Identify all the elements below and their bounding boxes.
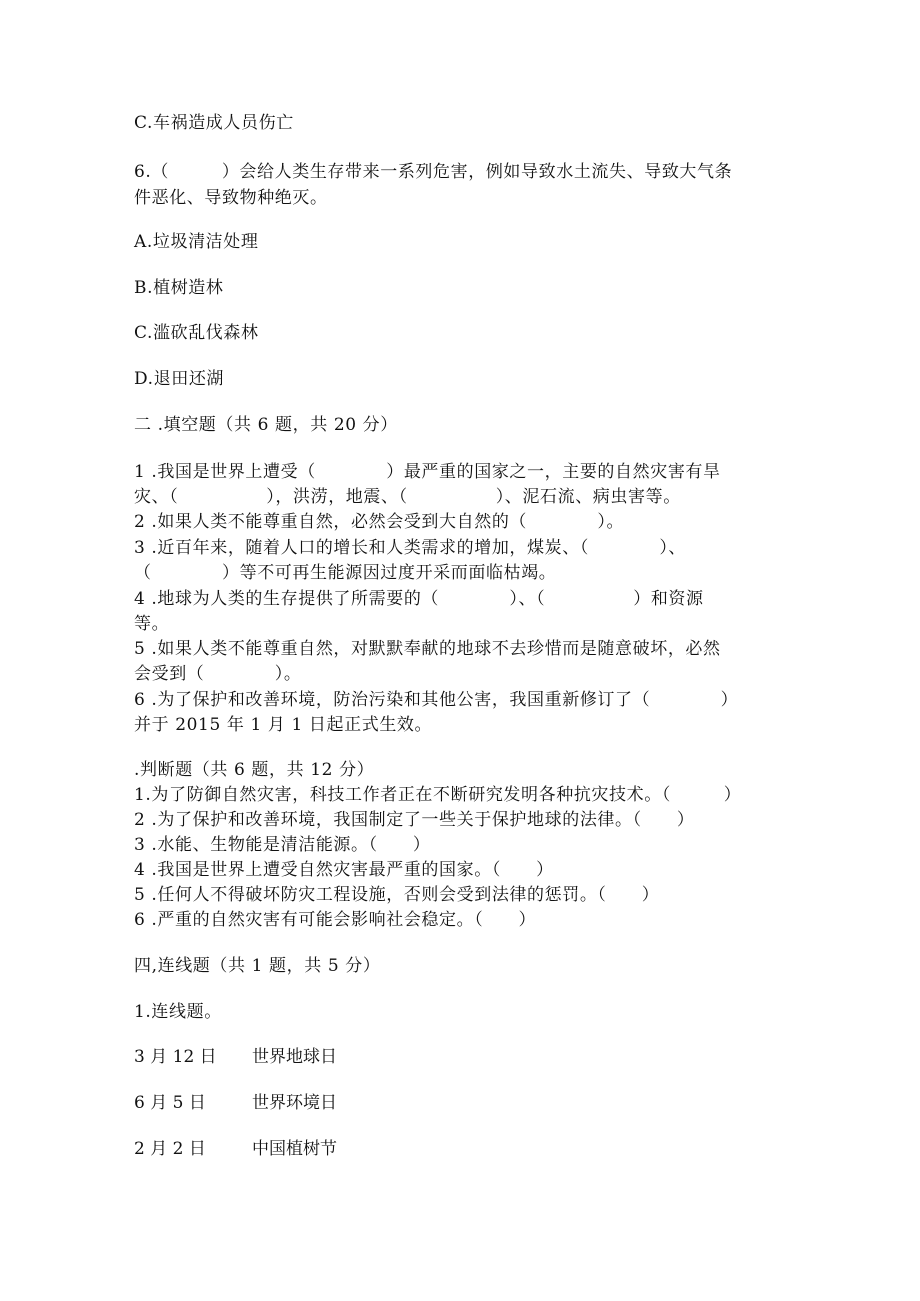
fill-line: （ ）等不可再生能源因过度开采而面临枯竭。 <box>134 563 557 583</box>
judge-line: 2 .为了保护和改善环境，我国制定了一些关于保护地球的法律。（ ） <box>134 810 695 830</box>
q6-stem-line-1: 6.（ ）会给人类生存带来一系列危害，例如导致水土流失、导致大气条 <box>134 162 733 182</box>
q6-option-b: B.植树造林 <box>134 278 224 298</box>
match-question: 1.连线题。 <box>134 1002 222 1022</box>
fill-line: 等。 <box>134 614 170 634</box>
fill-line: 会受到（ ）。 <box>134 664 302 684</box>
fill-line: 4 .地球为人类的生存提供了所需要的（ ）、（ ）和资源 <box>134 589 704 609</box>
match-date: 6 月 5 日 <box>134 1093 206 1113</box>
fill-line: 2 .如果人类不能尊重自然，必然会受到大自然的（ ）。 <box>134 512 625 532</box>
fill-line: 5 .如果人类不能尊重自然，对默默奉献的地球不去珍惜而是随意破坏，必然 <box>134 639 721 659</box>
judge-line: 6 .严重的自然灾害有可能会影响社会稳定。（ ） <box>134 910 537 930</box>
fill-line: 灾、（ ），洪涝，地震、（ ）、泥石流、病虫害等。 <box>134 487 681 507</box>
fill-section-title: 二 .填空题（共 6 题，共 20 分） <box>134 415 398 435</box>
fill-line: 1 .我国是世界上遭受（ ）最严重的国家之一，主要的自然灾害有旱 <box>134 462 721 482</box>
match-date: 2 月 2 日 <box>134 1139 206 1159</box>
match-event: 中国植树节 <box>252 1139 337 1159</box>
judge-line: 3 .水能、生物能是清洁能源。（ ） <box>134 835 431 855</box>
q6-option-d: D.退田还湖 <box>134 369 225 389</box>
judge-line: 4 .我国是世界上遭受自然灾害最严重的国家。（ ） <box>134 860 554 880</box>
q6-stem-line-2: 件恶化、导致物种绝灭。 <box>134 188 328 208</box>
q6-option-c: C.滥砍乱伐森林 <box>134 323 259 343</box>
fill-line: 6 .为了保护和改善环境，防治污染和其他公害，我国重新修订了（ ） <box>134 690 739 710</box>
match-event: 世界环境日 <box>252 1093 337 1113</box>
q6-option-a: A.垃圾清洁处理 <box>134 232 259 252</box>
judge-line: 5 .任何人不得破坏防灾工程设施，否则会受到法律的惩罚。（ ） <box>134 885 660 905</box>
judge-line: 1.为了防御自然灾害，科技工作者正在不断研究发明各种抗灾技术。（ ） <box>134 785 742 805</box>
prev-option-c: C.车祸造成人员伤亡 <box>134 113 294 133</box>
fill-line: 并于 2015 年 1 月 1 日起正式生效。 <box>134 715 433 735</box>
match-section-title: 四,连线题（共 1 题，共 5 分） <box>134 956 381 976</box>
judge-section-title: .判断题（共 6 题，共 12 分） <box>134 760 375 780</box>
fill-line: 3 .近百年来，随着人口的增长和人类需求的增加，煤炭、（ ）、 <box>134 538 687 558</box>
match-event: 世界地球日 <box>252 1047 337 1067</box>
match-date: 3 月 12 日 <box>134 1047 217 1067</box>
